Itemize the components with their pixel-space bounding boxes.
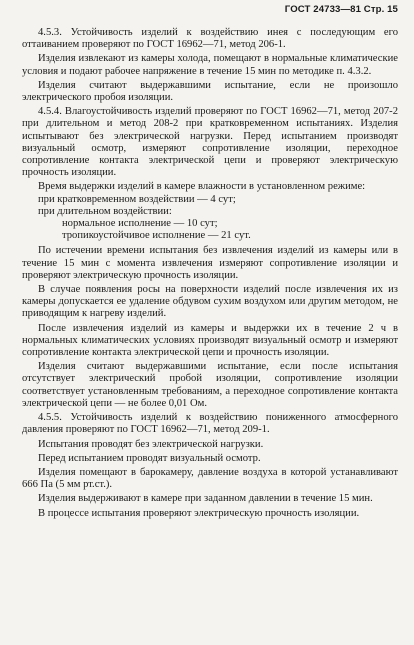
paragraph-4-5-5: 4.5.5. Устойчивость изделий к воздействию пониженного атмосферного давления проверяют по ГОСТ 16962—71, метод 209-1. — [22, 412, 398, 436]
list-item: при длительном воздействии: — [38, 205, 172, 217]
page-number: Стр. 15 — [363, 4, 398, 15]
paragraph: По истечении времени испытания без извлечения изделий из камеры или в течение 15 мин с момента извлечения измеряют сопротивление изоляции и проверяют электрическую прочность изоляции. — [22, 245, 398, 281]
paragraph: Изделия извлекают из камеры холода, помещают в нормальные климатические условия и подают рабочее напряжение в течение 15 мин по методике п. 4.3.2. — [22, 53, 398, 77]
paragraph: После извлечения изделий из камеры и выдержки их в течение 2 ч в нормальных климатических условиях производят визуальный осмотр и измеряют сопротивление контакта электрической цепи и прочность изоляции. — [22, 322, 398, 359]
paragraph: Перед испытанием проводят визуальный осмотр. — [38, 452, 261, 464]
paragraph: В процессе испытания проверяют электрическую прочность изоляции. — [38, 507, 360, 519]
list-subitem: нормальное исполнение — 10 сут; — [62, 218, 218, 230]
page-header — [285, 4, 398, 15]
document-body — [22, 27, 398, 522]
list-subitem: тропикоустойчивое исполнение — 21 сут. — [62, 230, 251, 242]
paragraph: Изделия помещают в барокамеру, давление воздуха в которой устанавливают 666 Па (5 мм рт.ст.). — [22, 466, 398, 491]
paragraph-4-5-4: 4.5.4. Влагоустойчивость изделий проверяют по ГОСТ 16962—71, метод 207-2 при длительном и метод 208-2 при кратковременном испытаниях. Изделия испытывают без электрической нагрузки. Перед испытанием производят визуальный осмотр, измеряют сопротивление изоляции, переходное сопротивление контакта электрической цепи и проверяют электрическую прочность изоляции. — [22, 106, 398, 179]
list-item: при кратковременном воздействии — 4 сут; — [38, 193, 236, 205]
paragraph: Изделия выдерживают в камере при заданном давлении в течение 15 мин. — [38, 493, 373, 505]
paragraph-4-5-3: 4.5.3. Устойчивость изделий к воздействию инея с последующим его оттаиванием проверяют по ГОСТ 16962—71, метод 206-1. — [22, 27, 398, 51]
paragraph: Время выдержки изделий в камере влажности в установленном режиме: — [38, 181, 366, 193]
standard-number: ГОСТ 24733—81 — [284, 4, 362, 15]
paragraph: Изделия считают выдержавшими испытание, если после испытания отсутствует электрический пробой изоляции, сопротивление изоляции соответствует установленным требованиям, а переходное сопротивление контакта электрической цепи — не более 0,01 Ом. — [22, 361, 398, 409]
paragraph: Испытания проводят без электрической нагрузки. — [38, 438, 264, 450]
paragraph: В случае появления росы на поверхности изделий после извлечения их из камеры допускается ее удаление обдувом сухим воздухом или другим методом, не приводящим к нагреву изделий. — [22, 284, 398, 320]
paragraph: Изделия считают выдержавшими испытание, если не произошло электрического пробоя изоляции. — [22, 79, 398, 104]
